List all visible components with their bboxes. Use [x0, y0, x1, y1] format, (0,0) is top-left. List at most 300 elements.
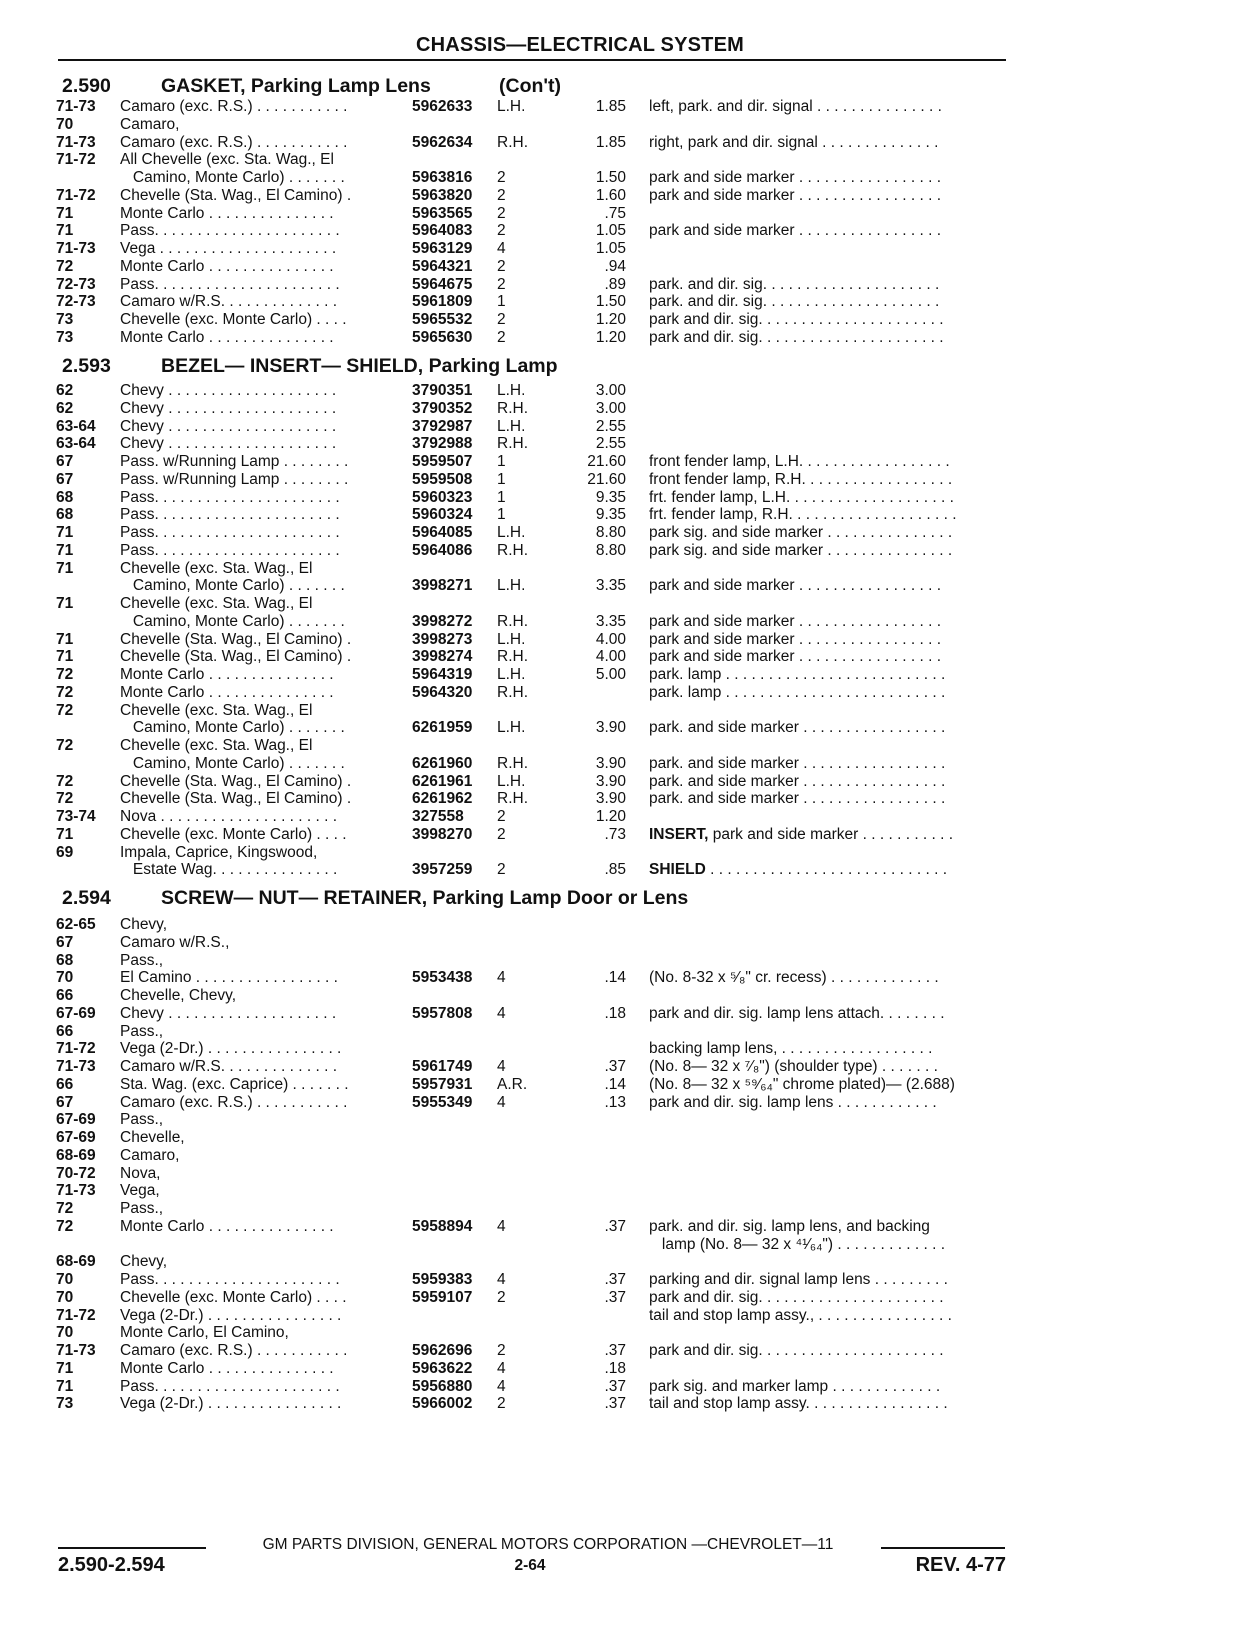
price: .37 [604, 1058, 626, 1075]
price: 3.90 [595, 754, 626, 772]
quantity: 4 [497, 1004, 506, 1022]
price: .14 [604, 969, 626, 987]
quantity: 2 [497, 808, 506, 825]
quantity: 1 [497, 470, 506, 488]
remark [649, 1217, 1009, 1236]
model-description: Chevelle, [120, 1129, 185, 1146]
price: .37 [604, 1342, 626, 1359]
part-number: 6261962 [412, 790, 473, 808]
price: 1.85 [595, 98, 626, 115]
remark-text: park and side marker . . . . . . . . . . . . . . . . . [649, 630, 942, 648]
footer-rule-right [881, 1547, 1005, 1549]
price: 1.20 [595, 311, 626, 328]
model-years: 68 [56, 951, 74, 969]
quantity: 2 [497, 275, 506, 293]
model-description: Chevelle (exc. Sta. Wag., El [120, 559, 313, 577]
model-description: Vega, [120, 1182, 160, 1200]
model-description: Camaro w/R.S., [120, 933, 230, 951]
part-number: 6261960 [412, 754, 473, 772]
remark [649, 1039, 1009, 1058]
quantity: R.H. [497, 790, 528, 808]
remark-text: parking and dir. signal lamp lens . . . . . . . . . [649, 1271, 948, 1288]
remark [649, 630, 1009, 649]
price: 1.50 [595, 169, 626, 186]
model-years: 72 [56, 772, 74, 790]
quantity: 4 [497, 969, 506, 987]
model-years: 71 [56, 630, 74, 648]
model-description: Chevelle (exc. Sta. Wag., El [120, 595, 313, 612]
model-description: Camaro w/R.S. . . . . . . . . . . . . . [120, 293, 338, 311]
part-number: 5964083 [412, 222, 473, 240]
remark [649, 452, 1009, 471]
model-description: Camaro (exc. R.S.) . . . . . . . . . . . [120, 1342, 348, 1359]
part-number: 5960324 [412, 506, 473, 524]
section-continued-label: (Con't) [499, 75, 562, 97]
remark-text: front fender lamp, L.H. . . . . . . . . . . . . . . . . . [649, 453, 950, 470]
quantity: R.H. [497, 648, 528, 666]
remark-text: park. and side marker . . . . . . . . . . . . . . . . . [649, 754, 946, 772]
model-description: Chevelle (Sta. Wag., El Camino) . [120, 790, 352, 808]
remark [649, 772, 1009, 791]
model-description: Pass. . . . . . . . . . . . . . . . . . . . . . [120, 275, 340, 293]
footer-rule-left [58, 1547, 206, 1549]
remark [649, 754, 1009, 773]
remark [649, 576, 1009, 595]
remark-text: park and dir. sig. lamp lens . . . . . . . . . . . . [649, 1093, 937, 1111]
part-number: 3957259 [412, 861, 473, 879]
part-number: 5964675 [412, 275, 473, 293]
remark [649, 1341, 1009, 1360]
model-description: Chevelle (exc. Monte Carlo) . . . . [120, 1288, 347, 1306]
price: 3.90 [595, 719, 626, 737]
model-description: Chevelle (Sta. Wag., El Camino) . [120, 772, 352, 790]
remark-text: right, park and dir. signal . . . . . . . . . . . . . . [649, 133, 939, 151]
quantity: 2 [497, 825, 506, 843]
part-number: 5962633 [412, 98, 473, 115]
part-number: 3790352 [412, 399, 473, 417]
quantity: L.H. [497, 577, 526, 595]
model-years: 72 [56, 1200, 74, 1217]
remark-text: park and side marker . . . . . . . . . . . . . . . . . [649, 648, 942, 666]
model-years: 71-73 [56, 98, 96, 115]
model-years: 67-69 [56, 1129, 96, 1146]
quantity: 4 [497, 1377, 506, 1395]
remark-text: park and side marker . . . . . . . . . . . . . . . . . [649, 577, 942, 595]
model-years: 62-65 [56, 916, 96, 933]
remark-text: frt. fender lamp, L.H. . . . . . . . . . . . . . . . . . . . [649, 488, 954, 506]
quantity: 2 [497, 186, 506, 204]
remark [649, 718, 1009, 737]
part-number: 3998274 [412, 648, 473, 666]
model-description: Pass., [120, 1022, 164, 1040]
model-years: 70 [56, 115, 74, 133]
model-years: 71 [56, 648, 74, 666]
quantity: L.H. [497, 772, 526, 790]
price: .37 [604, 1377, 626, 1395]
model-years: 68-69 [56, 1253, 96, 1271]
model-description: Monte Carlo . . . . . . . . . . . . . . . [120, 328, 334, 346]
model-description: Chevy, [120, 916, 168, 933]
model-years: 71 [56, 541, 74, 559]
model-years: 71-73 [56, 1182, 96, 1200]
part-number: 3792988 [412, 435, 473, 453]
remark-text: park. lamp . . . . . . . . . . . . . . . . . . . . . . . . . . [649, 666, 946, 683]
section-title: BEZEL— INSERT— SHIELD, Parking Lamp [161, 355, 558, 377]
model-years: 70 [56, 1324, 74, 1342]
remark-text: park and side marker . . . . . . . . . . . . . . . . . [649, 169, 942, 186]
remark-bold-label: SHIELD [649, 861, 706, 879]
quantity: 2 [497, 328, 506, 346]
price: 1.20 [595, 808, 626, 825]
model-description: Camaro (exc. R.S.) . . . . . . . . . . . [120, 1093, 348, 1111]
remark [649, 665, 1009, 684]
price: .89 [604, 275, 626, 293]
remark [649, 825, 1009, 844]
remark-text: park and side marker . . . . . . . . . . . . . . . . . [649, 222, 942, 240]
model-years: 70 [56, 1288, 74, 1306]
quantity: 2 [497, 311, 506, 328]
quantity: R.H. [497, 399, 528, 417]
model-description: Pass. . . . . . . . . . . . . . . . . . . . . . [120, 1271, 340, 1288]
price: .37 [604, 1395, 626, 1413]
price: 3.00 [595, 399, 626, 417]
remark [649, 860, 1009, 879]
model-years: 73-74 [56, 808, 96, 825]
remark [649, 1093, 1009, 1112]
quantity: 1 [497, 293, 506, 311]
part-number: 5959508 [412, 470, 473, 488]
price: .18 [604, 1359, 626, 1377]
remark [649, 1377, 1009, 1396]
model-years: 71 [56, 1359, 74, 1377]
price: 21.60 [587, 453, 626, 470]
remark [649, 97, 1009, 116]
price: 1.50 [595, 293, 626, 311]
model-years: 73 [56, 1395, 74, 1413]
price: 8.80 [595, 541, 626, 559]
header-rule [58, 59, 1006, 61]
remark [649, 1004, 1009, 1023]
model-description: Chevy . . . . . . . . . . . . . . . . . . . . [120, 435, 337, 453]
quantity: 1 [497, 453, 506, 470]
model-years: 72 [56, 666, 74, 683]
model-years: 66 [56, 987, 74, 1004]
remark-text: park sig. and side marker . . . . . . . . . . . . . . . [649, 524, 953, 541]
model-years: 72-73 [56, 275, 96, 293]
quantity: 4 [497, 1359, 506, 1377]
part-number: 5963129 [412, 240, 473, 257]
remark [649, 968, 1009, 987]
model-years: 71 [56, 222, 74, 240]
model-years: 71 [56, 524, 74, 541]
remark-text: tail and stop lamp assy. . . . . . . . . . . . . . . . . [649, 1395, 948, 1413]
footer-section-range: 2.590-2.594 [58, 1554, 165, 1576]
price: 3.00 [595, 382, 626, 399]
model-description: Estate Wag. . . . . . . . . . . . . . . [120, 861, 338, 879]
model-years: 67-69 [56, 1004, 96, 1022]
part-number: 3790351 [412, 382, 473, 399]
price: .13 [604, 1093, 626, 1111]
remark-text: (No. 8— 32 x ⁷⁄₈") (shoulder type) . . . . . . . [649, 1058, 938, 1075]
quantity: R.H. [497, 612, 528, 630]
part-number: 5959383 [412, 1271, 473, 1288]
model-years: 71 [56, 825, 74, 843]
model-years: 71-72 [56, 1306, 96, 1324]
remark [649, 328, 1009, 347]
model-description: Nova, [120, 1164, 161, 1182]
model-description: Monte Carlo . . . . . . . . . . . . . . . [120, 683, 334, 701]
section-title: SCREW— NUT— RETAINER, Parking Lamp Door or Lens [161, 887, 689, 909]
part-number: 5957931 [412, 1075, 473, 1093]
model-description: Pass., [120, 1111, 164, 1129]
remark-text: frt. fender lamp, R.H. . . . . . . . . . . . . . . . . . . . [649, 506, 957, 524]
model-description: Camaro, [120, 1146, 180, 1164]
part-number: 5962696 [412, 1342, 473, 1359]
quantity: A.R. [497, 1075, 528, 1093]
model-description: Camaro, [120, 115, 180, 133]
price: .14 [604, 1075, 626, 1093]
part-number: 5961749 [412, 1058, 473, 1075]
model-description: Monte Carlo . . . . . . . . . . . . . . . [120, 1359, 334, 1377]
quantity: L.H. [497, 630, 526, 648]
price: .37 [604, 1271, 626, 1288]
section-number: 2.590 [62, 75, 111, 97]
quantity: L.H. [497, 98, 526, 115]
price: 1.85 [595, 133, 626, 151]
model-description: Camaro (exc. R.S.) . . . . . . . . . . . [120, 98, 348, 115]
price: 3.35 [595, 612, 626, 630]
price: 8.80 [595, 524, 626, 541]
part-number: 5962634 [412, 133, 473, 151]
price: 1.20 [595, 328, 626, 346]
model-years: 72 [56, 683, 74, 701]
model-years: 71-73 [56, 133, 96, 151]
model-years: 72 [56, 701, 74, 719]
quantity: L.H. [497, 666, 526, 683]
part-number: 5963816 [412, 169, 473, 186]
model-description: Pass. . . . . . . . . . . . . . . . . . . . . . [120, 488, 340, 506]
remark [649, 470, 1009, 489]
model-years: 63-64 [56, 435, 96, 453]
part-number: 5959507 [412, 453, 473, 470]
remark [649, 310, 1009, 329]
quantity: 4 [497, 1058, 506, 1075]
model-description: Chevelle (exc. Sta. Wag., El [120, 737, 313, 754]
model-years: 67 [56, 453, 74, 470]
remark-text: park and dir. sig. . . . . . . . . . . . . . . . . . . . . . [649, 328, 944, 346]
model-years: 67-69 [56, 1111, 96, 1129]
model-description: Chevelle (Sta. Wag., El Camino) . [120, 630, 352, 648]
model-description: Camaro w/R.S. . . . . . . . . . . . . . [120, 1058, 338, 1075]
quantity: 2 [497, 222, 506, 240]
remark-bold-label: INSERT, [649, 825, 709, 843]
part-number: 6261959 [412, 719, 473, 737]
model-years: 72 [56, 1217, 74, 1235]
quantity: 1 [497, 506, 506, 524]
part-number: 5964086 [412, 541, 473, 559]
remark-text: park. and dir. sig. lamp lens, and backing [649, 1217, 930, 1235]
remark-text: park. and side marker . . . . . . . . . . . . . . . . . [649, 719, 946, 737]
remark [649, 488, 1009, 507]
remark-text: park and side marker . . . . . . . . . . . . . . . . . [649, 612, 942, 630]
model-description: Pass. w/Running Lamp . . . . . . . . [120, 453, 349, 470]
remark [649, 612, 1009, 631]
remark [649, 133, 1009, 152]
quantity: 1 [497, 488, 506, 506]
model-years: 71 [56, 1377, 74, 1395]
model-years: 71-72 [56, 1040, 96, 1058]
model-description: Nova . . . . . . . . . . . . . . . . . . . . . [120, 808, 338, 825]
remark [649, 1394, 1009, 1413]
price: .37 [604, 1217, 626, 1235]
model-description: Chevy . . . . . . . . . . . . . . . . . . . . [120, 1004, 337, 1022]
remark-text: park. lamp . . . . . . . . . . . . . . . . . . . . . . . . . . [649, 683, 946, 701]
part-number: 5964320 [412, 683, 473, 701]
model-description: Pass. . . . . . . . . . . . . . . . . . . . . . [120, 1377, 340, 1395]
price: .85 [604, 861, 626, 879]
page-header-title: CHASSIS—ELECTRICAL SYSTEM [416, 34, 744, 56]
price: 3.90 [595, 772, 626, 790]
remark [649, 789, 1009, 808]
price: 4.00 [595, 630, 626, 648]
model-years: 73 [56, 311, 74, 328]
quantity: 4 [497, 1217, 506, 1235]
model-description: Chevelle (exc. Monte Carlo) . . . . [120, 825, 347, 843]
model-years: 62 [56, 382, 74, 399]
remark [649, 292, 1009, 311]
remark-text: lamp (No. 8— 32 x ⁴¹⁄₆₄") . . . . . . . . . . . . . [649, 1235, 946, 1253]
remark [649, 647, 1009, 666]
part-number: 5961809 [412, 293, 473, 311]
quantity: R.H. [497, 435, 528, 453]
model-description: Pass. w/Running Lamp . . . . . . . . [120, 470, 349, 488]
model-years: 68-69 [56, 1146, 96, 1164]
price: 1.05 [595, 222, 626, 240]
price: 1.60 [595, 186, 626, 204]
part-number: 3998271 [412, 577, 473, 595]
remark-text: park and dir. sig. . . . . . . . . . . . . . . . . . . . . . [649, 311, 944, 328]
model-description: Vega (2-Dr.) . . . . . . . . . . . . . . . . [120, 1040, 342, 1058]
model-years: 66 [56, 1022, 74, 1040]
price: 21.60 [587, 470, 626, 488]
model-description: Pass. . . . . . . . . . . . . . . . . . . . . . [120, 524, 340, 541]
price: .94 [604, 257, 626, 275]
remark [649, 186, 1009, 205]
remark [649, 1235, 1009, 1254]
model-description: Pass. . . . . . . . . . . . . . . . . . . . . . [120, 222, 340, 240]
model-description: Monte Carlo . . . . . . . . . . . . . . . [120, 1217, 334, 1235]
remark [649, 275, 1009, 294]
model-description: Camino, Monte Carlo) . . . . . . . [120, 719, 345, 737]
part-number: 3998270 [412, 825, 473, 843]
price: 3.90 [595, 790, 626, 808]
part-number: 5963622 [412, 1359, 473, 1377]
remark-text: park. and dir. sig. . . . . . . . . . . . . . . . . . . . . [649, 293, 940, 311]
quantity: 2 [497, 1288, 506, 1306]
quantity: L.H. [497, 417, 526, 435]
remark-text: backing lamp lens, . . . . . . . . . . . . . . . . . . [649, 1040, 933, 1058]
model-years: 67 [56, 470, 74, 488]
remark [649, 1270, 1009, 1289]
model-description: El Camino . . . . . . . . . . . . . . . . . [120, 969, 338, 987]
footer-page-number: 2-64 [514, 1557, 546, 1574]
remark-text: park and dir. sig. lamp lens attach. . . . . . . . [649, 1004, 945, 1022]
price: 4.00 [595, 648, 626, 666]
model-description: Pass. . . . . . . . . . . . . . . . . . . . . . [120, 541, 340, 559]
remark [649, 1306, 1009, 1325]
remark [649, 1288, 1009, 1307]
remark-text: tail and stop lamp assy., . . . . . . . . . . . . . . . . [649, 1306, 952, 1324]
remark [649, 168, 1009, 187]
remark [649, 505, 1009, 524]
part-number: 6261961 [412, 772, 473, 790]
price: 1.05 [595, 240, 626, 257]
model-description: Vega (2-Dr.) . . . . . . . . . . . . . . . . [120, 1395, 342, 1413]
price: .75 [604, 204, 626, 222]
model-description: Camino, Monte Carlo) . . . . . . . [120, 612, 345, 630]
quantity: 2 [497, 257, 506, 275]
quantity: L.H. [497, 524, 526, 541]
model-years: 71-72 [56, 151, 96, 169]
model-years: 72 [56, 790, 74, 808]
part-number: 5965630 [412, 328, 473, 346]
part-number: 5955349 [412, 1093, 473, 1111]
model-years: 66 [56, 1075, 74, 1093]
price: .37 [604, 1288, 626, 1306]
model-years: 72-73 [56, 293, 96, 311]
quantity: 2 [497, 169, 506, 186]
remark-text: park and side marker . . . . . . . . . . . [708, 825, 954, 843]
model-description: Camaro (exc. R.S.) . . . . . . . . . . . [120, 133, 348, 151]
remark-text: . . . . . . . . . . . . . . . . . . . . . . . . . . . . [705, 861, 948, 879]
remark [649, 541, 1009, 560]
model-description: Camino, Monte Carlo) . . . . . . . [120, 577, 345, 595]
remark-text: park. and side marker . . . . . . . . . . . . . . . . . [649, 790, 946, 808]
part-number: 5956880 [412, 1377, 473, 1395]
quantity: 2 [497, 1342, 506, 1359]
remark [649, 1057, 1009, 1076]
quantity: R.H. [497, 683, 528, 701]
part-number: 5964085 [412, 524, 473, 541]
remark-text: park sig. and side marker . . . . . . . . . . . . . . . [649, 541, 953, 559]
model-years: 71 [56, 595, 74, 612]
model-years: 67 [56, 1093, 74, 1111]
model-description: Chevy, [120, 1253, 168, 1271]
model-years: 70-72 [56, 1164, 96, 1182]
quantity: R.H. [497, 541, 528, 559]
model-description: Chevelle (Sta. Wag., El Camino) . [120, 648, 352, 666]
part-number: 3998272 [412, 612, 473, 630]
section-title: GASKET, Parking Lamp Lens [161, 75, 431, 97]
quantity: 4 [497, 1271, 506, 1288]
part-number: 5964321 [412, 257, 473, 275]
remark [649, 221, 1009, 240]
model-description: Chevy . . . . . . . . . . . . . . . . . . . . [120, 417, 337, 435]
model-years: 71-72 [56, 186, 96, 204]
quantity: L.H. [497, 382, 526, 399]
model-description: Chevelle (exc. Monte Carlo) . . . . [120, 311, 347, 328]
part-number: 5959107 [412, 1288, 473, 1306]
model-years: 62 [56, 399, 74, 417]
model-description: Sta. Wag. (exc. Caprice) . . . . . . . [120, 1075, 349, 1093]
model-description: Chevelle (Sta. Wag., El Camino) . [120, 186, 352, 204]
part-number: 5960323 [412, 488, 473, 506]
remark-text: park and dir. sig. . . . . . . . . . . . . . . . . . . . . . [649, 1288, 944, 1306]
remark-text: park and side marker . . . . . . . . . . . . . . . . . [649, 186, 942, 204]
part-number: 327558 [412, 808, 464, 825]
remark-text: park and dir. sig. . . . . . . . . . . . . . . . . . . . . . [649, 1342, 944, 1359]
model-years: 69 [56, 843, 74, 861]
